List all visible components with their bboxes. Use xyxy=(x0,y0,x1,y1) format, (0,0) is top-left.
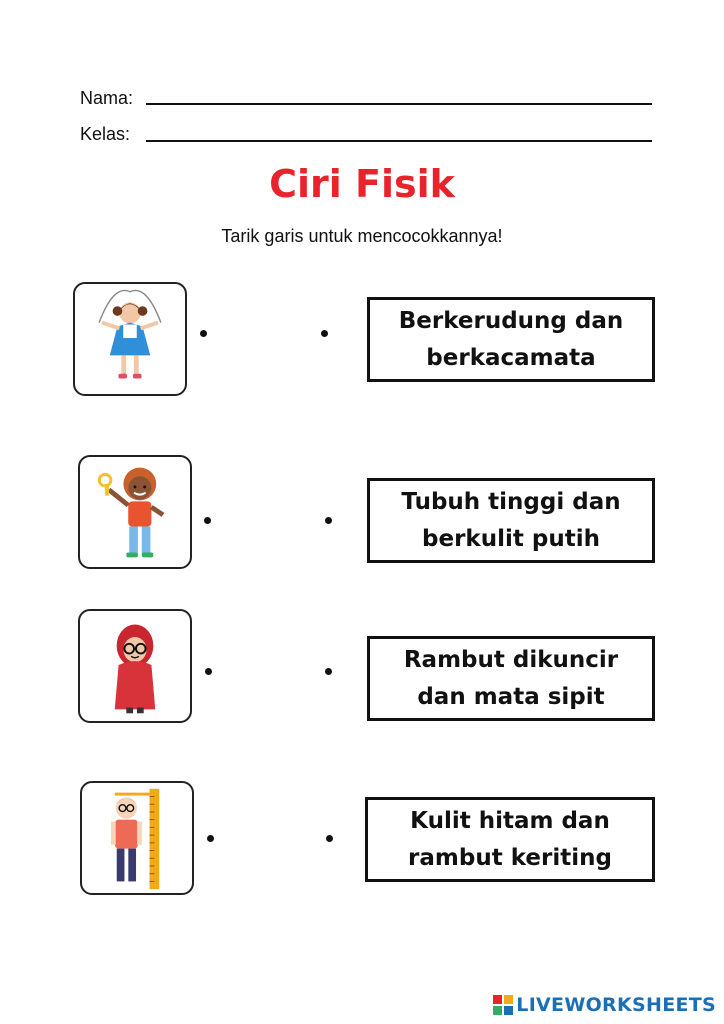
tall-boy-height-chart-icon xyxy=(82,783,192,893)
answer-box-1[interactable] xyxy=(367,297,655,382)
answer-box-3[interactable] xyxy=(367,636,655,721)
answer-box-2[interactable] xyxy=(367,478,655,563)
class-field xyxy=(80,124,130,145)
match-dot-right-4[interactable] xyxy=(326,835,333,842)
girl-jump-rope-icon xyxy=(75,284,185,394)
answer-text-1: Berkerudung dan berkacamata xyxy=(398,307,624,371)
class-line[interactable] xyxy=(146,140,652,142)
match-dot-right-1[interactable] xyxy=(321,330,328,337)
match-dot-left-3[interactable] xyxy=(205,668,212,675)
answer-text-3: Rambut dikuncir dan mata sipit xyxy=(403,646,619,710)
name-label: Nama: xyxy=(80,88,134,108)
liveworksheets-logo-icon xyxy=(493,995,513,1015)
page-title: Ciri Fisik xyxy=(269,162,455,206)
match-dot-left-1[interactable] xyxy=(200,330,207,337)
picture-card-2[interactable] xyxy=(78,455,192,569)
name-line[interactable] xyxy=(146,103,652,105)
picture-card-4[interactable] xyxy=(80,781,194,895)
match-dot-right-3[interactable] xyxy=(325,668,332,675)
curly-hair-boy-icon xyxy=(80,457,190,567)
picture-card-3[interactable] xyxy=(78,609,192,723)
picture-card-1[interactable] xyxy=(73,282,187,396)
class-label: Kelas: xyxy=(80,124,131,144)
match-dot-right-2[interactable] xyxy=(325,517,332,524)
answer-text-4: Kulit hitam dan rambut keriting xyxy=(408,807,612,871)
match-dot-left-4[interactable] xyxy=(207,835,214,842)
liveworksheets-watermark xyxy=(493,994,716,1016)
hijab-glasses-girl-icon xyxy=(80,611,190,721)
answer-box-4[interactable] xyxy=(365,797,655,882)
watermark-text: LIVEWORKSHEETS xyxy=(516,994,716,1016)
instruction: Tarik garis untuk mencocokkannya! xyxy=(221,226,503,246)
match-dot-left-2[interactable] xyxy=(204,517,211,524)
name-field xyxy=(80,88,133,109)
answer-text-2: Tubuh tinggi dan berkulit putih xyxy=(401,488,621,552)
